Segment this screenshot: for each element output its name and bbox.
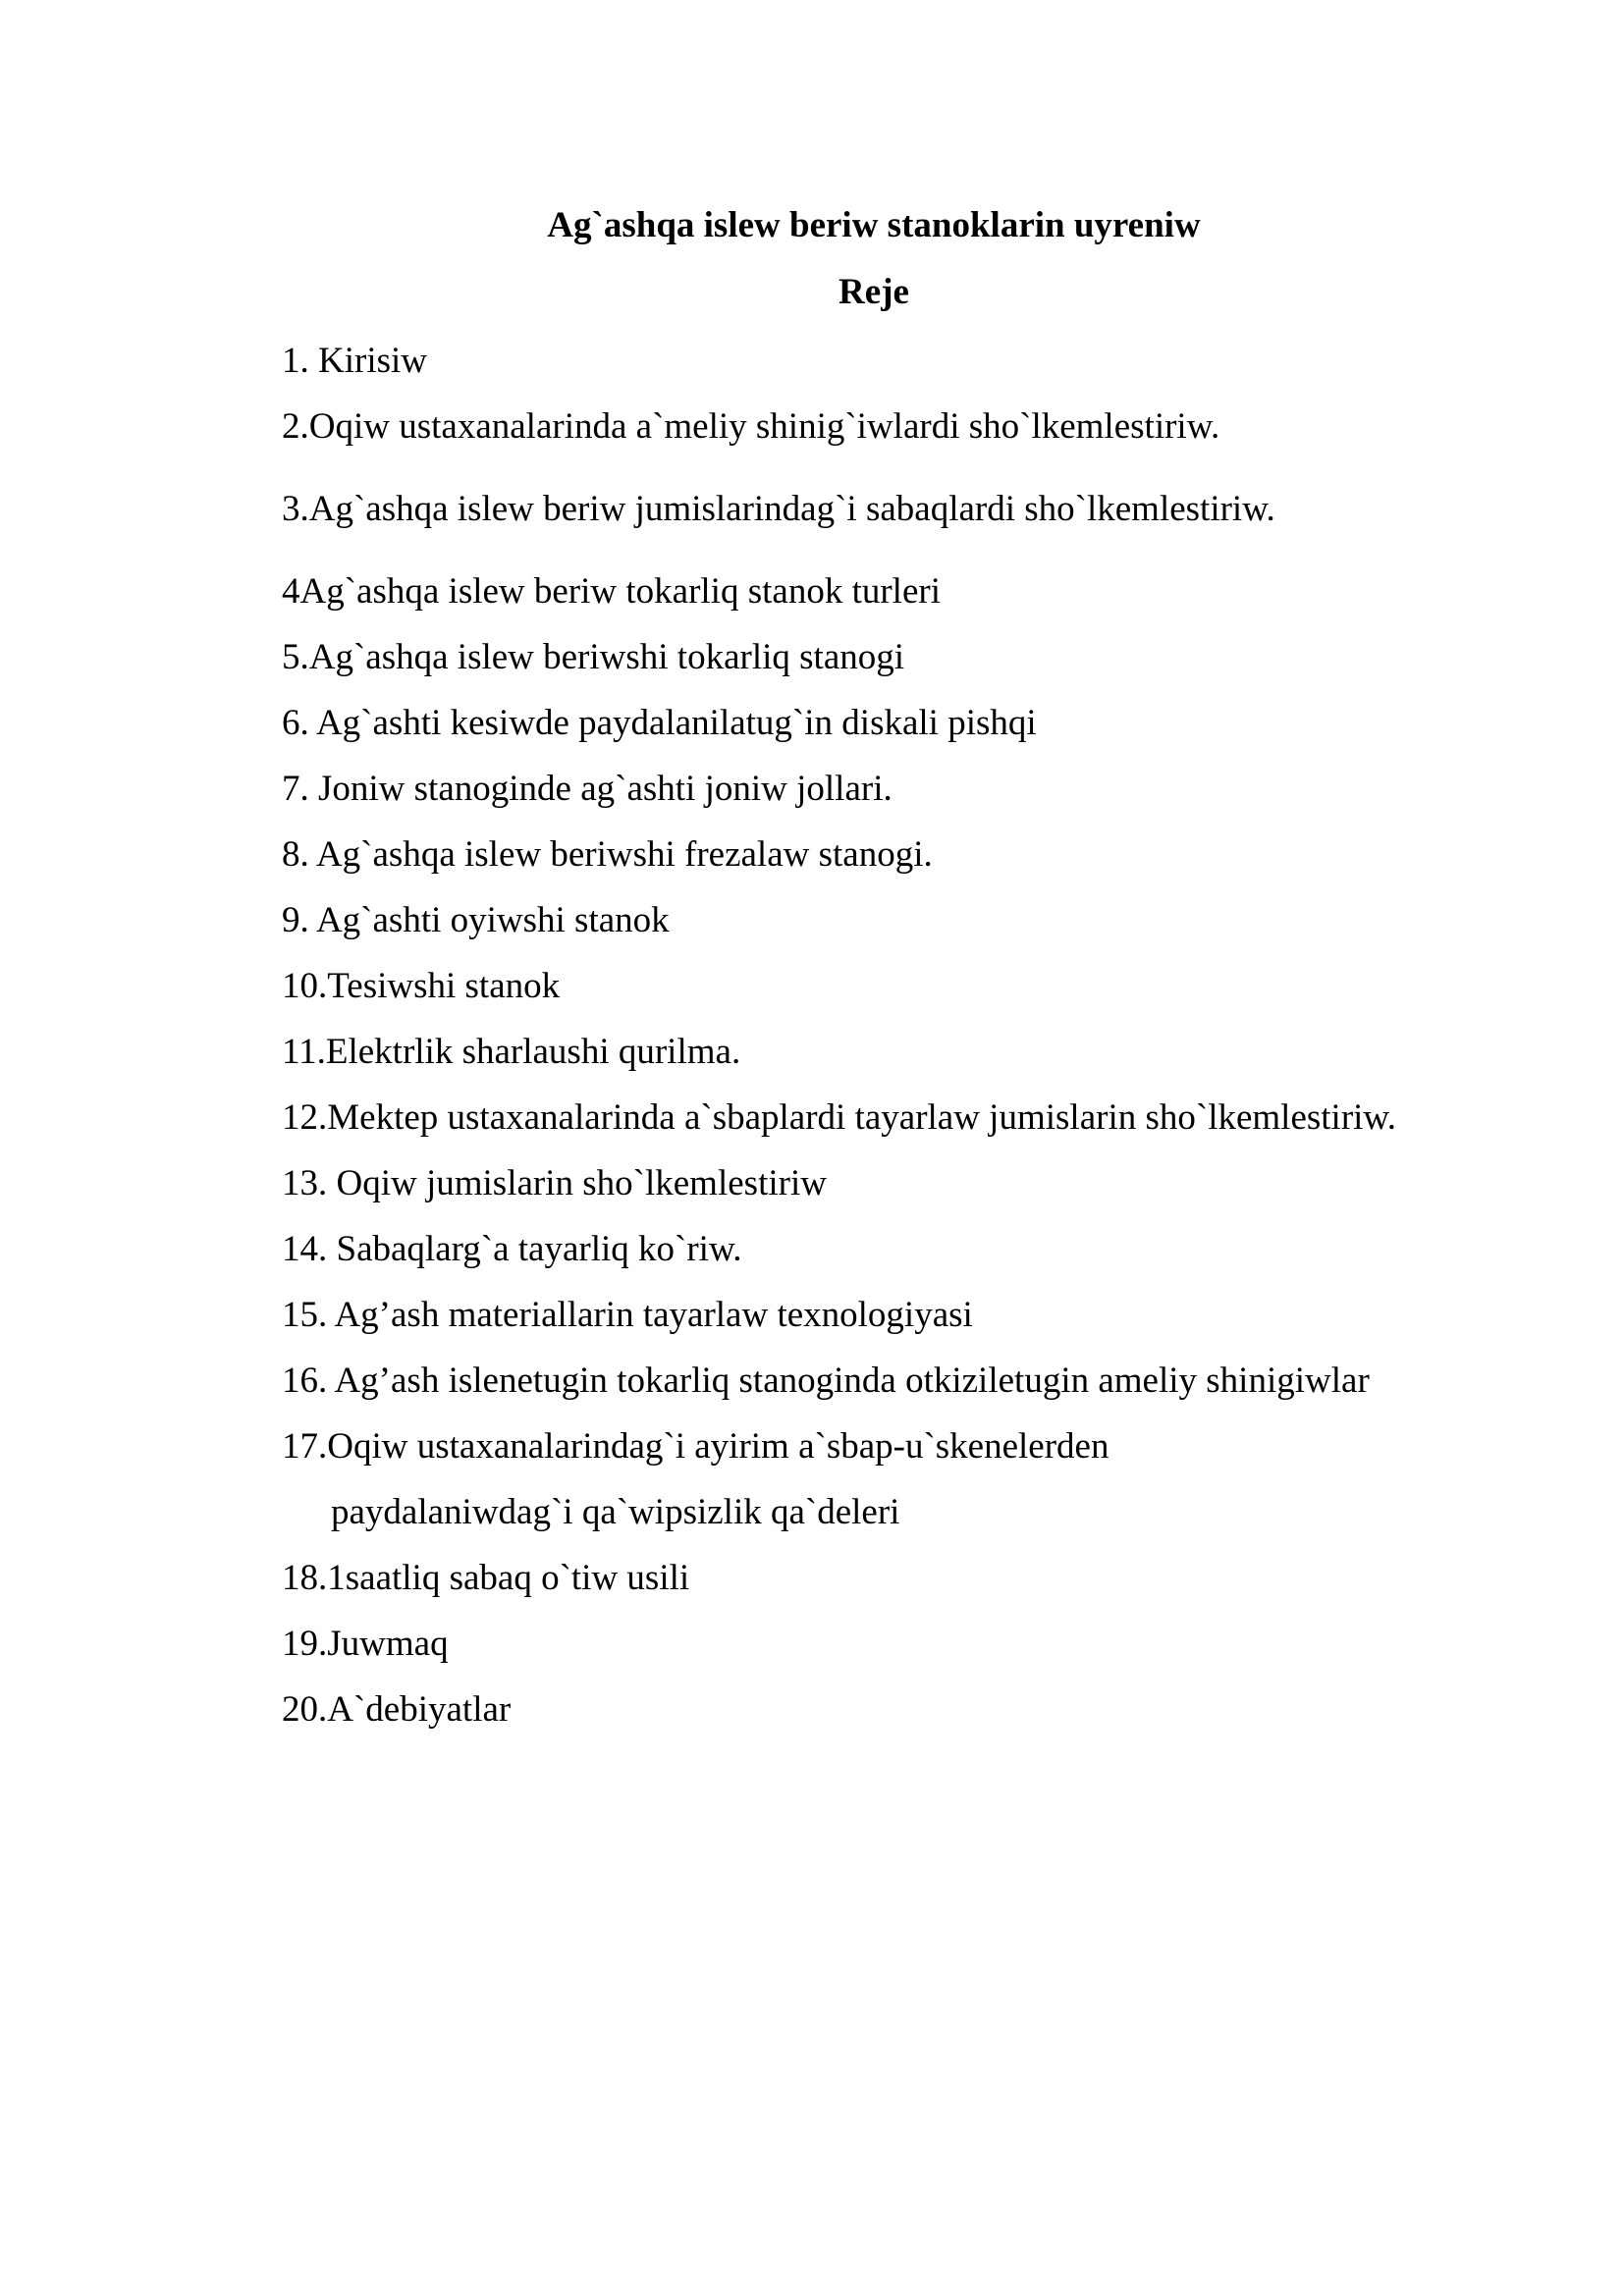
plan-item: 20.A`debiyatlar	[282, 1689, 512, 1730]
plan-item: 5.Ag`ashqa islew beriwshi tokarliq stanogi	[282, 637, 905, 677]
plan-item: 16. Ag’ash islenetugin tokarliq stanoginda otkiziletugin ameliy shinigiwlar	[282, 1361, 1370, 1401]
plan-item: 19.Juwmaq	[282, 1624, 449, 1664]
plan-item: 3.Ag`ashqa islew beriw jumislarindag`i sabaqlardi sho`lkemlestiriw.	[282, 489, 1275, 529]
plan-item: 15. Ag’ash materiallarin tayarlaw texnologiyasi	[282, 1295, 973, 1335]
plan-item: 1. Kirisiw	[282, 341, 427, 381]
plan-item: 13. Oqiw jumislarin sho`lkemlestiriw	[282, 1163, 827, 1203]
plan-heading: Reje	[839, 272, 909, 312]
plan-item-continuation: paydalaniwdag`i qa`wipsizlik qa`deleri	[331, 1492, 900, 1532]
plan-item: 6. Ag`ashti kesiwde paydalanilatug`in diskali pishqi	[282, 703, 1037, 743]
document-title: Ag`ashqa islew beriw stanoklarin uyreniw	[547, 205, 1201, 245]
plan-item: 11.Elektrlik sharlaushi qurilma.	[282, 1032, 741, 1072]
plan-item: 18.1saatliq sabaq o`tiw usili	[282, 1558, 690, 1598]
plan-item: 14. Sabaqlarg`a tayarliq ko`riw.	[282, 1229, 742, 1269]
plan-item: 4Ag`ashqa islew beriw tokarliq stanok turleri	[282, 571, 941, 612]
plan-item: 2.Oqiw ustaxanalarinda a`meliy shinig`iwlardi sho`lkemlestiriw.	[282, 406, 1220, 447]
plan-item: 12.Mektep ustaxanalarinda a`sbaplardi tayarlaw jumislarin sho`lkemlestiriw.	[282, 1097, 1397, 1138]
plan-item-text: 17.Oqiw ustaxanalarindag`i ayirim a`sbap-u`skenelerden	[282, 1426, 1109, 1467]
plan-item: 9. Ag`ashti oyiwshi stanok	[282, 900, 670, 940]
plan-item: 7. Joniw stanoginde ag`ashti joniw jollari.	[282, 769, 893, 809]
plan-item: 8. Ag`ashqa islew beriwshi frezalaw stanogi.	[282, 834, 933, 875]
plan-item: 10.Tesiwshi stanok	[282, 966, 561, 1006]
plan-item	[282, 1425, 1109, 1534]
